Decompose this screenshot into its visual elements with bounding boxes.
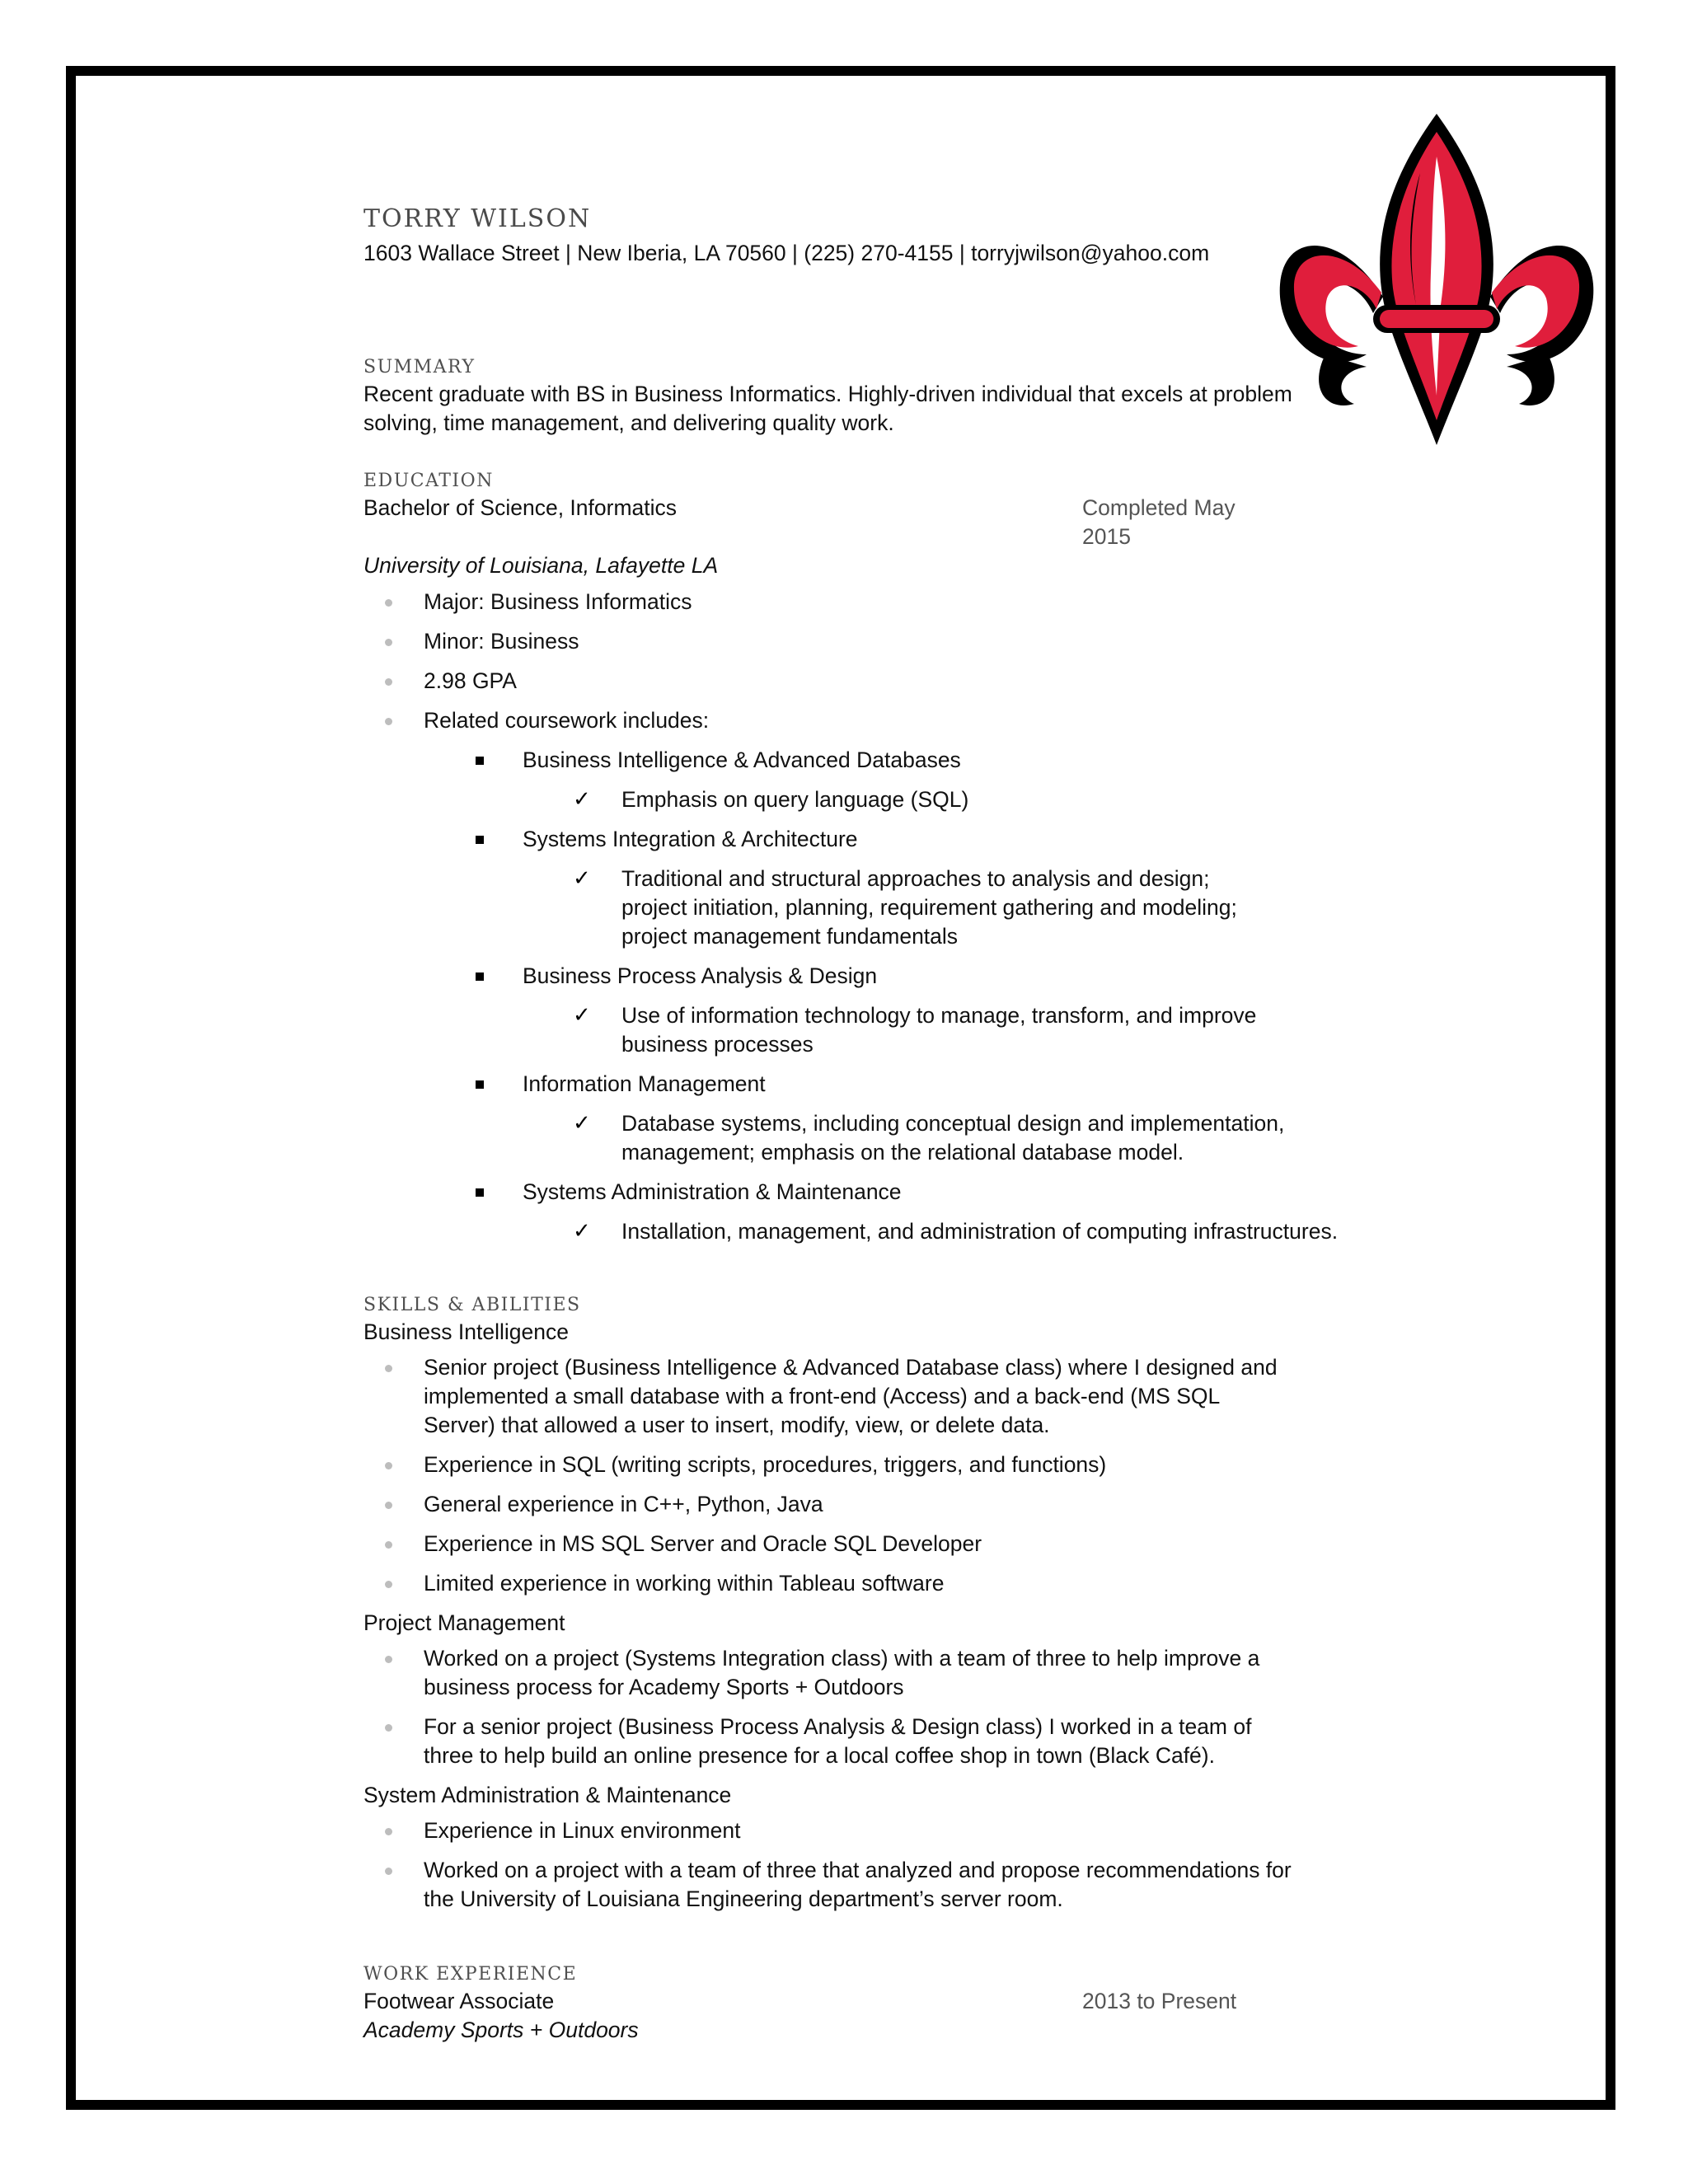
job-date: 2013 to Present — [1082, 1989, 1237, 2013]
course-item: Systems Administration & Maintenance — [363, 1178, 1377, 1207]
education-list — [363, 588, 1377, 1246]
bullet-dot-icon — [385, 1724, 392, 1732]
list-item: Minor: Business — [363, 627, 1377, 656]
bullet-dot-icon — [385, 1365, 392, 1372]
list-item: 2.98 GPA — [363, 667, 1377, 696]
summary-heading: SUMMARY — [363, 357, 476, 377]
school-name: University of Louisiana, Lafayette LA — [363, 553, 719, 578]
bullet-dot-icon — [385, 599, 392, 607]
bullet-dot-icon — [385, 1656, 392, 1663]
degree-date: Completed May 2015 — [1082, 495, 1236, 549]
square-bullet-icon — [476, 757, 484, 765]
course-item: Business Process Analysis & Design — [363, 962, 1377, 991]
course-detail: ✓ Emphasis on query language (SQL) — [363, 785, 1377, 814]
skills-group-title: System Administration & Maintenance — [363, 1783, 732, 1807]
square-bullet-icon — [476, 836, 484, 844]
bullet-dot-icon — [385, 1581, 392, 1588]
bullet-dot-icon — [385, 1462, 392, 1469]
skills-group-title: Project Management — [363, 1610, 565, 1635]
square-bullet-icon — [476, 1188, 484, 1197]
checkmark-icon: ✓ — [573, 787, 591, 812]
resume-content — [363, 203, 1377, 2045]
list-item: General experience in C++, Python, Java — [363, 1490, 1295, 1519]
course-detail: ✓ Installation, management, and administration of computing infrastructures. — [363, 1217, 1380, 1246]
checkmark-icon: ✓ — [573, 866, 591, 891]
skills-list-bi — [363, 1353, 1295, 1598]
square-bullet-icon — [476, 1080, 484, 1089]
bullet-dot-icon — [385, 1868, 392, 1875]
job-title: Footwear Associate — [363, 1989, 555, 2013]
list-item: Experience in MS SQL Server and Oracle SQL Developer — [363, 1530, 1295, 1558]
list-item: Worked on a project (Systems Integration class) with a team of three to help improve a business process for Academy Sports + Outdoors — [363, 1644, 1295, 1702]
summary-text: Recent graduate with BS in Business Informatics. Highly-driven individual that excels at problem solving, time management, and delivering quality work. — [363, 382, 1292, 435]
list-item: For a senior project (Business Process Analysis & Design class) I worked in a team of three to help build an online presence for a local coffee shop in town (Black Café). — [363, 1713, 1295, 1770]
list-item: Experience in Linux environment — [363, 1816, 1295, 1845]
course-item: Systems Integration & Architecture — [363, 825, 1377, 854]
course-item: Information Management — [363, 1070, 1377, 1099]
work-title-row — [363, 1987, 1288, 2016]
list-item: Limited experience in working within Tableau software — [363, 1569, 1295, 1598]
education-degree-row — [363, 494, 1288, 551]
skills-list-sam — [363, 1816, 1295, 1914]
skills-list-pm — [363, 1644, 1295, 1770]
contact-info: 1603 Wallace Street | New Iberia, LA 70560 | (225) 270-4155 | torryjwilson@yahoo.com — [363, 241, 1210, 265]
bullet-dot-icon — [385, 678, 392, 686]
work-heading: WORK EXPERIENCE — [363, 1964, 578, 1985]
bullet-dot-icon — [385, 718, 392, 725]
bullet-dot-icon — [385, 1828, 392, 1835]
education-heading: EDUCATION — [363, 471, 494, 491]
list-item: Worked on a project with a team of three that analyzed and propose recommendations for the University of Louisiana Engineering department’s server room. — [363, 1856, 1295, 1914]
checkmark-icon: ✓ — [573, 1111, 591, 1136]
checkmark-icon: ✓ — [573, 1219, 591, 1244]
company-name: Academy Sports + Outdoors — [363, 2018, 639, 2042]
list-item: Related coursework includes: — [363, 706, 1377, 735]
course-item: Business Intelligence & Advanced Databases — [363, 746, 1377, 775]
list-item: Major: Business Informatics — [363, 588, 1377, 616]
resume-name: TORRY WILSON — [363, 204, 592, 233]
skills-group-title: Business Intelligence — [363, 1319, 569, 1344]
course-detail: ✓ Database systems, including conceptual design and implementation, management; emphasis on the relational database model. — [573, 1111, 1285, 1165]
list-item: Senior project (Business Intelligence & Advanced Database class) where I designed and implemented a small database with a front-end (Access) and a back-end (MS SQL Server) that allowed a user to insert, modify, view, or delete data. — [363, 1353, 1295, 1440]
degree-title: Bachelor of Science, Informatics — [363, 495, 678, 520]
bullet-dot-icon — [385, 639, 392, 646]
skills-heading: SKILLS & ABILITIES — [363, 1295, 581, 1315]
bullet-dot-icon — [385, 1541, 392, 1549]
course-detail: ✓ Traditional and structural approaches to analysis and design; project initiation, planning, requirement gathering and modeling; project management fundamentals — [573, 866, 1237, 949]
bullet-dot-icon — [385, 1502, 392, 1509]
checkmark-icon: ✓ — [573, 1003, 591, 1028]
square-bullet-icon — [476, 972, 484, 981]
course-detail: ✓ Use of information technology to manage, transform, and improve business processes — [573, 1003, 1257, 1057]
list-item: Experience in SQL (writing scripts, procedures, triggers, and functions) — [363, 1451, 1295, 1479]
